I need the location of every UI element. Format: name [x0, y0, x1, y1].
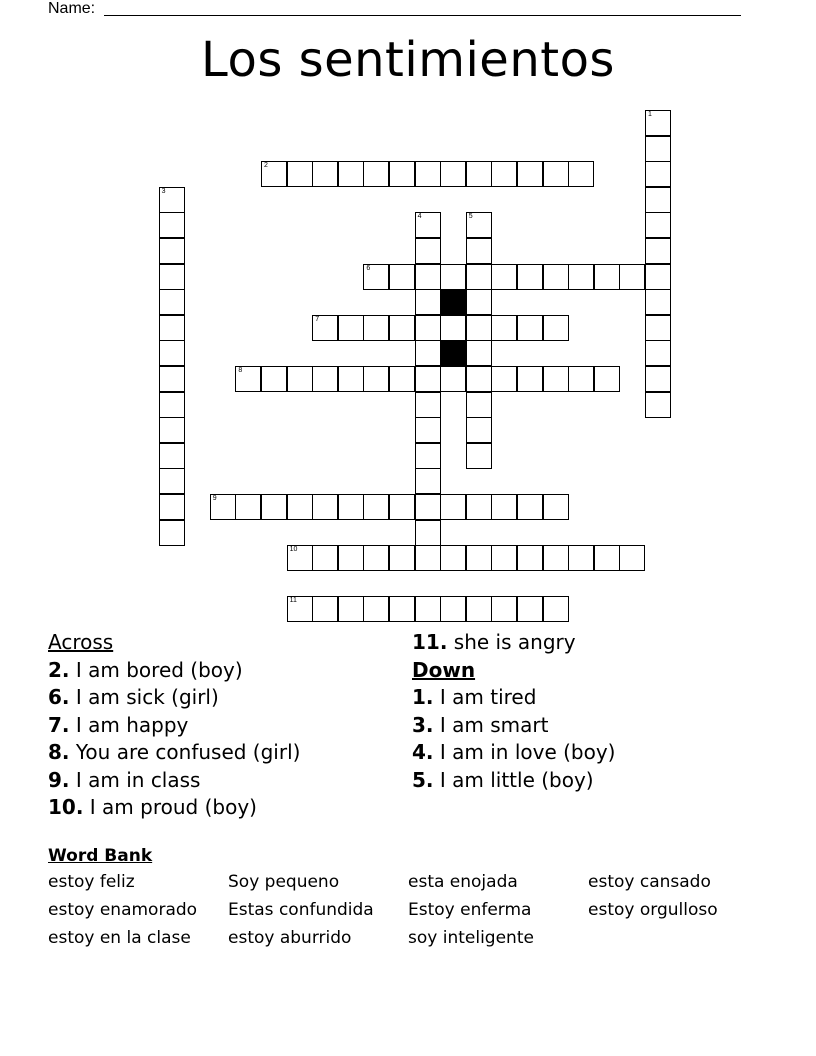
crossword-cell[interactable] [363, 264, 389, 290]
crossword-cell[interactable] [491, 545, 517, 571]
crossword-cell[interactable] [517, 315, 543, 341]
crossword-cell[interactable] [312, 545, 338, 571]
crossword-cell[interactable] [466, 443, 492, 469]
clue-number: 10. [48, 795, 84, 819]
clue-across-11 [412, 629, 615, 657]
clues-right-column [412, 629, 615, 794]
cell-number: 5 [468, 213, 473, 221]
crossword-cell[interactable] [415, 340, 441, 366]
clue-text: You are confused (girl) [69, 740, 301, 764]
word-bank-item: estoy orgulloso [588, 900, 718, 920]
crossword-cell[interactable] [645, 110, 671, 136]
crossword-cell[interactable] [312, 315, 338, 341]
crossword-cell[interactable] [389, 366, 415, 392]
crossword-cell[interactable] [389, 545, 415, 571]
crossword-cell[interactable] [466, 545, 492, 571]
clue-text: I am bored (boy) [69, 657, 243, 682]
crossword-cell[interactable] [415, 289, 441, 315]
crossword-cell[interactable] [338, 161, 364, 187]
crossword-cell[interactable] [415, 392, 441, 418]
crossword-cell[interactable] [287, 366, 313, 392]
crossword-cell[interactable] [645, 238, 671, 264]
crossword-cell[interactable] [415, 468, 441, 494]
crossword-cell[interactable] [440, 315, 466, 341]
crossword-cell[interactable] [645, 315, 671, 341]
word-bank-item: estoy feliz [48, 872, 135, 892]
crossword-cell[interactable] [568, 366, 594, 392]
word-bank-item: estoy en la clase [48, 928, 191, 948]
cell-number: 10 [289, 546, 298, 554]
clue-down-4 [412, 739, 615, 767]
clue-text: I am proud (boy) [83, 795, 257, 819]
crossword-cell[interactable] [389, 494, 415, 520]
page-title: Los sentimientos [201, 32, 615, 88]
cell-number: 7 [315, 315, 320, 323]
crossword-cell[interactable] [415, 545, 441, 571]
clue-number: 7. [48, 712, 70, 737]
crossword-cell[interactable] [645, 392, 671, 418]
word-bank-item: Estoy enferma [408, 900, 532, 920]
crossword-cell[interactable] [568, 161, 594, 187]
crossword-cell[interactable] [466, 340, 492, 366]
crossword-cell[interactable] [159, 392, 185, 418]
crossword-cell[interactable] [543, 596, 569, 622]
crossword-cell[interactable] [568, 545, 594, 571]
crossword-cell[interactable] [312, 596, 338, 622]
clue-text: I am smart [433, 712, 549, 737]
crossword-cell[interactable] [312, 161, 338, 187]
crossword-cell[interactable] [415, 315, 441, 341]
crossword-cell[interactable] [491, 366, 517, 392]
crossword-cell[interactable] [543, 545, 569, 571]
crossword-cell[interactable] [389, 596, 415, 622]
word-bank-item: estoy aburrido [228, 928, 352, 948]
clue-number: 9. [48, 767, 70, 792]
crossword-cell[interactable] [235, 366, 261, 392]
crossword-cell[interactable] [466, 238, 492, 264]
crossword-cell[interactable] [159, 468, 185, 494]
crossword-cell[interactable] [466, 315, 492, 341]
crossword-cell[interactable] [389, 161, 415, 187]
clue-text: I am in love (boy) [433, 740, 616, 764]
crossword-cell[interactable] [440, 494, 466, 520]
cell-number: 1 [648, 111, 652, 118]
crossword-cell[interactable] [491, 596, 517, 622]
crossword-cell[interactable] [466, 392, 492, 418]
crossword-cell[interactable] [491, 264, 517, 290]
cell-number: 3 [161, 187, 166, 195]
crossword-cell[interactable] [517, 366, 543, 392]
crossword-cell[interactable] [261, 366, 287, 392]
clue-across-10 [48, 794, 300, 822]
crossword-cell[interactable] [517, 161, 543, 187]
crossword-cell[interactable] [312, 366, 338, 392]
clue-number: 1. [412, 685, 434, 709]
crossword-cell[interactable] [645, 264, 671, 290]
crossword-cell[interactable] [159, 212, 185, 238]
crossword-cell[interactable] [517, 494, 543, 520]
cell-number: 2 [264, 162, 268, 170]
crossword-cell[interactable] [159, 238, 185, 264]
clue-text: I am little (boy) [433, 767, 594, 792]
crossword-cell[interactable] [491, 161, 517, 187]
crossword-cell[interactable] [159, 289, 185, 315]
clue-across-7 [48, 712, 300, 740]
crossword-cell[interactable] [415, 443, 441, 469]
crossword-cell[interactable] [261, 161, 287, 187]
crossword-cell[interactable] [415, 161, 441, 187]
crossword-cell[interactable] [338, 494, 364, 520]
crossword-cell[interactable] [645, 366, 671, 392]
clue-across-9 [48, 767, 300, 795]
crossword-cell[interactable] [159, 417, 185, 443]
crossword-cell[interactable] [159, 494, 185, 520]
crossword-cell[interactable] [415, 238, 441, 264]
clue-number: 2. [48, 657, 70, 682]
clue-across-2 [48, 657, 300, 685]
crossword-cell[interactable] [159, 315, 185, 341]
crossword-cell[interactable] [415, 212, 441, 238]
clue-number: 5. [412, 767, 434, 792]
clue-down-3 [412, 712, 615, 740]
clue-across-6 [48, 684, 300, 712]
clue-number: 8. [48, 740, 70, 764]
crossword-cell[interactable] [389, 315, 415, 341]
clue-number: 11. [412, 630, 448, 654]
crossword-cell[interactable] [159, 520, 185, 546]
crossword-cell[interactable] [363, 494, 389, 520]
crossword-cell[interactable] [645, 161, 671, 187]
crossword-cell[interactable] [466, 289, 492, 315]
crossword-cell[interactable] [363, 161, 389, 187]
across-heading: Across [48, 630, 114, 654]
word-bank-item: estoy cansado [588, 872, 711, 892]
crossword-cell[interactable] [287, 545, 313, 571]
crossword-cell[interactable] [338, 545, 364, 571]
crossword-cell[interactable] [440, 596, 466, 622]
word-bank-item: Estas confundida [228, 900, 374, 920]
crossword-cell[interactable] [363, 545, 389, 571]
clue-number: 3. [412, 712, 434, 737]
crossword-cell[interactable] [363, 366, 389, 392]
crossword-cell[interactable] [491, 315, 517, 341]
word-bank-item: estoy enamorado [48, 900, 198, 920]
crossword-cell[interactable] [363, 315, 389, 341]
crossword-cell[interactable] [363, 596, 389, 622]
crossword-cell[interactable] [159, 187, 185, 213]
clues-left-column [48, 629, 300, 822]
crossword-cell[interactable] [159, 264, 185, 290]
crossword-cell[interactable] [543, 315, 569, 341]
cell-number: 4 [417, 213, 422, 221]
crossword-cell[interactable] [440, 264, 466, 290]
crossword-cell[interactable] [645, 340, 671, 366]
clue-down-5 [412, 767, 615, 795]
crossword-cell[interactable] [159, 366, 185, 392]
crossword-cell[interactable] [543, 264, 569, 290]
cell-number: 9 [212, 495, 217, 502]
crossword-cell[interactable] [389, 264, 415, 290]
clue-text: I am sick (girl) [69, 685, 219, 709]
clue-across-8 [48, 739, 300, 767]
crossword-cell[interactable] [619, 264, 645, 290]
down-heading: Down [412, 657, 476, 682]
crossword-cell[interactable] [466, 366, 492, 392]
clue-number: 6. [48, 685, 70, 709]
crossword-cell[interactable] [415, 596, 441, 622]
crossword-cell[interactable] [159, 443, 185, 469]
crossword-cell[interactable] [594, 264, 620, 290]
crossword-cell[interactable] [466, 161, 492, 187]
crossword-cell[interactable] [235, 494, 261, 520]
crossword-cell[interactable] [415, 494, 441, 520]
crossword-cell[interactable] [594, 545, 620, 571]
word-bank-heading: Word Bank [48, 846, 153, 866]
blocked-cell [440, 340, 466, 366]
crossword-cell[interactable] [287, 494, 313, 520]
word-bank [48, 872, 768, 956]
crossword-cell[interactable] [338, 366, 364, 392]
crossword-cell[interactable] [210, 494, 236, 520]
crossword-cell[interactable] [312, 494, 338, 520]
cell-number: 8 [238, 367, 243, 374]
clue-text: I am happy [69, 712, 189, 737]
crossword-cell[interactable] [338, 596, 364, 622]
crossword-cell[interactable] [568, 264, 594, 290]
clue-text: she is angry [447, 630, 576, 654]
crossword-cell[interactable] [619, 545, 645, 571]
crossword-cell[interactable] [287, 161, 313, 187]
clue-text: I am in class [69, 767, 201, 792]
crossword-cell[interactable] [159, 340, 185, 366]
word-bank-item: Soy pequeno [228, 872, 340, 892]
word-bank-item: soy inteligente [408, 928, 534, 948]
crossword-cell[interactable] [287, 596, 313, 622]
crossword-cell[interactable] [645, 187, 671, 213]
crossword-cell[interactable] [415, 366, 441, 392]
crossword-cell[interactable] [440, 161, 466, 187]
crossword-cell[interactable] [466, 417, 492, 443]
cell-number: 6 [366, 264, 371, 272]
clue-number: 4. [412, 740, 434, 764]
crossword-cell[interactable] [543, 366, 569, 392]
name-label: Name: [48, 0, 96, 17]
crossword-cell[interactable] [517, 596, 543, 622]
crossword-cell[interactable] [491, 494, 517, 520]
crossword-cell[interactable] [517, 264, 543, 290]
crossword-cell[interactable] [645, 136, 671, 162]
crossword-cell[interactable] [415, 520, 441, 546]
clue-text: I am tired [433, 685, 537, 709]
word-bank-item: esta enojada [408, 872, 518, 892]
crossword-cell[interactable] [645, 212, 671, 238]
clue-down-1 [412, 684, 615, 712]
crossword-cell[interactable] [440, 545, 466, 571]
crossword-cell[interactable] [466, 596, 492, 622]
crossword-cell[interactable] [517, 545, 543, 571]
crossword-cell[interactable] [543, 494, 569, 520]
crossword-cell[interactable] [466, 494, 492, 520]
crossword-cell[interactable] [543, 161, 569, 187]
crossword-cell[interactable] [466, 264, 492, 290]
crossword-cell[interactable] [645, 289, 671, 315]
crossword-cell[interactable] [415, 264, 441, 290]
blocked-cell [440, 289, 466, 315]
crossword-cell[interactable] [415, 417, 441, 443]
crossword-cell[interactable] [594, 366, 620, 392]
crossword-cell[interactable] [338, 315, 364, 341]
crossword-cell[interactable] [440, 366, 466, 392]
cell-number: 11 [289, 597, 297, 605]
crossword-cell[interactable] [466, 212, 492, 238]
crossword-cell[interactable] [261, 494, 287, 520]
